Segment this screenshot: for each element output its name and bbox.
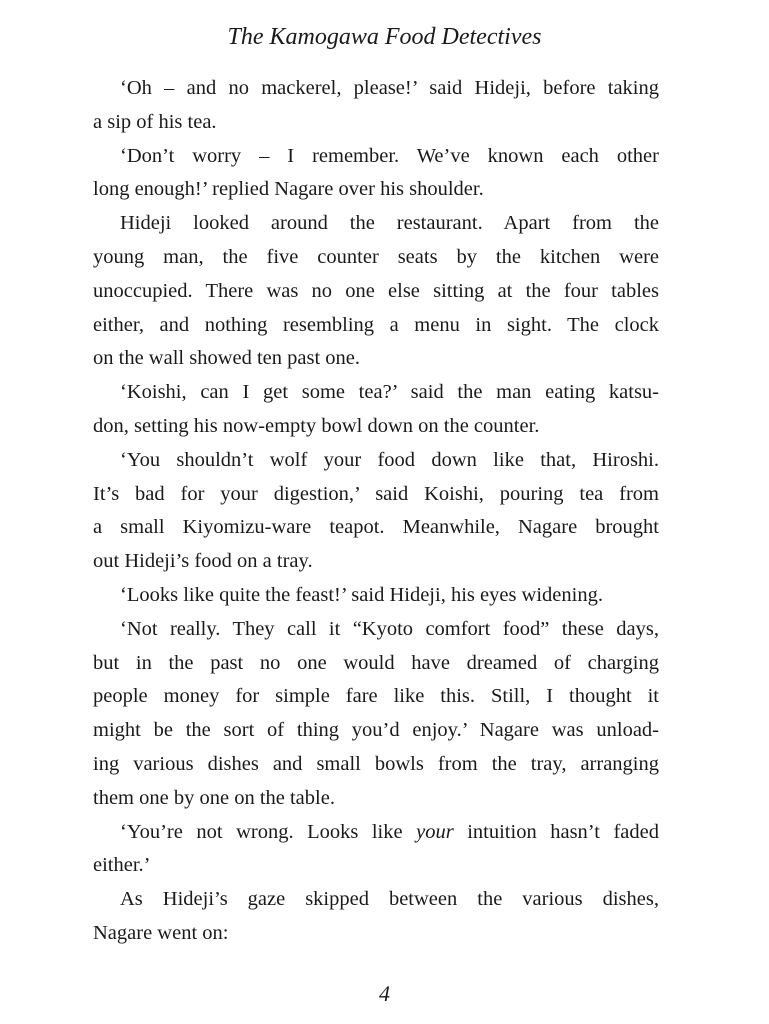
body-text — [93, 72, 659, 951]
text-line: young man, the five counter seats by the kitchen were — [93, 245, 659, 268]
paragraph-7 — [93, 613, 659, 816]
text-line: ‘Koishi, can I get some tea?’ said the man eating katsu- — [120, 381, 659, 404]
text-line: them one by one on the table. — [93, 786, 335, 809]
text-line: As Hideji’s gaze skipped between the various dishes, — [120, 888, 659, 911]
text-run: ‘You’re not wrong. Looks like — [120, 820, 417, 843]
text-line: unoccupied. There was no one else sitting at the four tables — [93, 279, 659, 302]
text-line: either.’ — [93, 854, 151, 877]
text-line: might be the sort of thing you’d enjoy.’ Nagare was unload- — [93, 719, 659, 742]
paragraph-5 — [93, 444, 659, 579]
text-line: Hideji looked around the restaurant. Apart from the — [120, 212, 659, 235]
text-line: a sip of his tea. — [93, 110, 217, 133]
text-line: ‘Not really. They call it “Kyoto comfort food” these days, — [120, 617, 659, 640]
page-number: 4 — [379, 981, 390, 1006]
text-line: on the wall showed ten past one. — [93, 347, 361, 370]
paragraph-3 — [93, 207, 659, 376]
paragraph-6 — [93, 579, 659, 613]
text-line: people money for simple fare like this. Still, I thought it — [93, 685, 659, 708]
text-line: don, setting his now-empty bowl down on the counter. — [93, 414, 540, 437]
text-line: It’s bad for your digestion,’ said Koishi, pouring tea from — [93, 482, 659, 505]
text-line: Nagare went on: — [93, 921, 229, 944]
paragraph-8 — [93, 816, 659, 884]
paragraph-2 — [93, 140, 659, 208]
paragraph-1 — [93, 72, 659, 140]
text-line: ‘Oh – and no mackerel, please!’ said Hideji, before taking — [120, 77, 659, 99]
text-line: out Hideji’s food on a tray. — [93, 550, 313, 573]
text-line: ‘Don’t worry – I remember. We’ve known each other — [120, 144, 659, 167]
text-line: but in the past no one would have dreamed of charging — [93, 651, 659, 674]
text-line: ing various dishes and small bowls from the tray, arranging — [93, 752, 659, 775]
text-line — [93, 816, 659, 850]
paragraph-9 — [93, 883, 659, 951]
text-line: ‘Looks like quite the feast!’ said Hideji, his eyes widening. — [120, 583, 603, 606]
text-line: a small Kiyomizu-ware teapot. Meanwhile, Nagare brought — [93, 516, 659, 539]
text-line: either, and nothing resembling a menu in sight. The clock — [93, 313, 659, 336]
emphasis-word: your — [416, 820, 454, 843]
text-run: intuition hasn’t faded — [453, 820, 659, 843]
text-line: ‘You shouldn’t wolf your food down like that, Hiroshi. — [120, 448, 659, 471]
text-line: long enough!’ replied Nagare over his shoulder. — [93, 178, 484, 201]
running-title: The Kamogawa Food Detectives — [227, 24, 542, 50]
paragraph-4 — [93, 376, 659, 444]
